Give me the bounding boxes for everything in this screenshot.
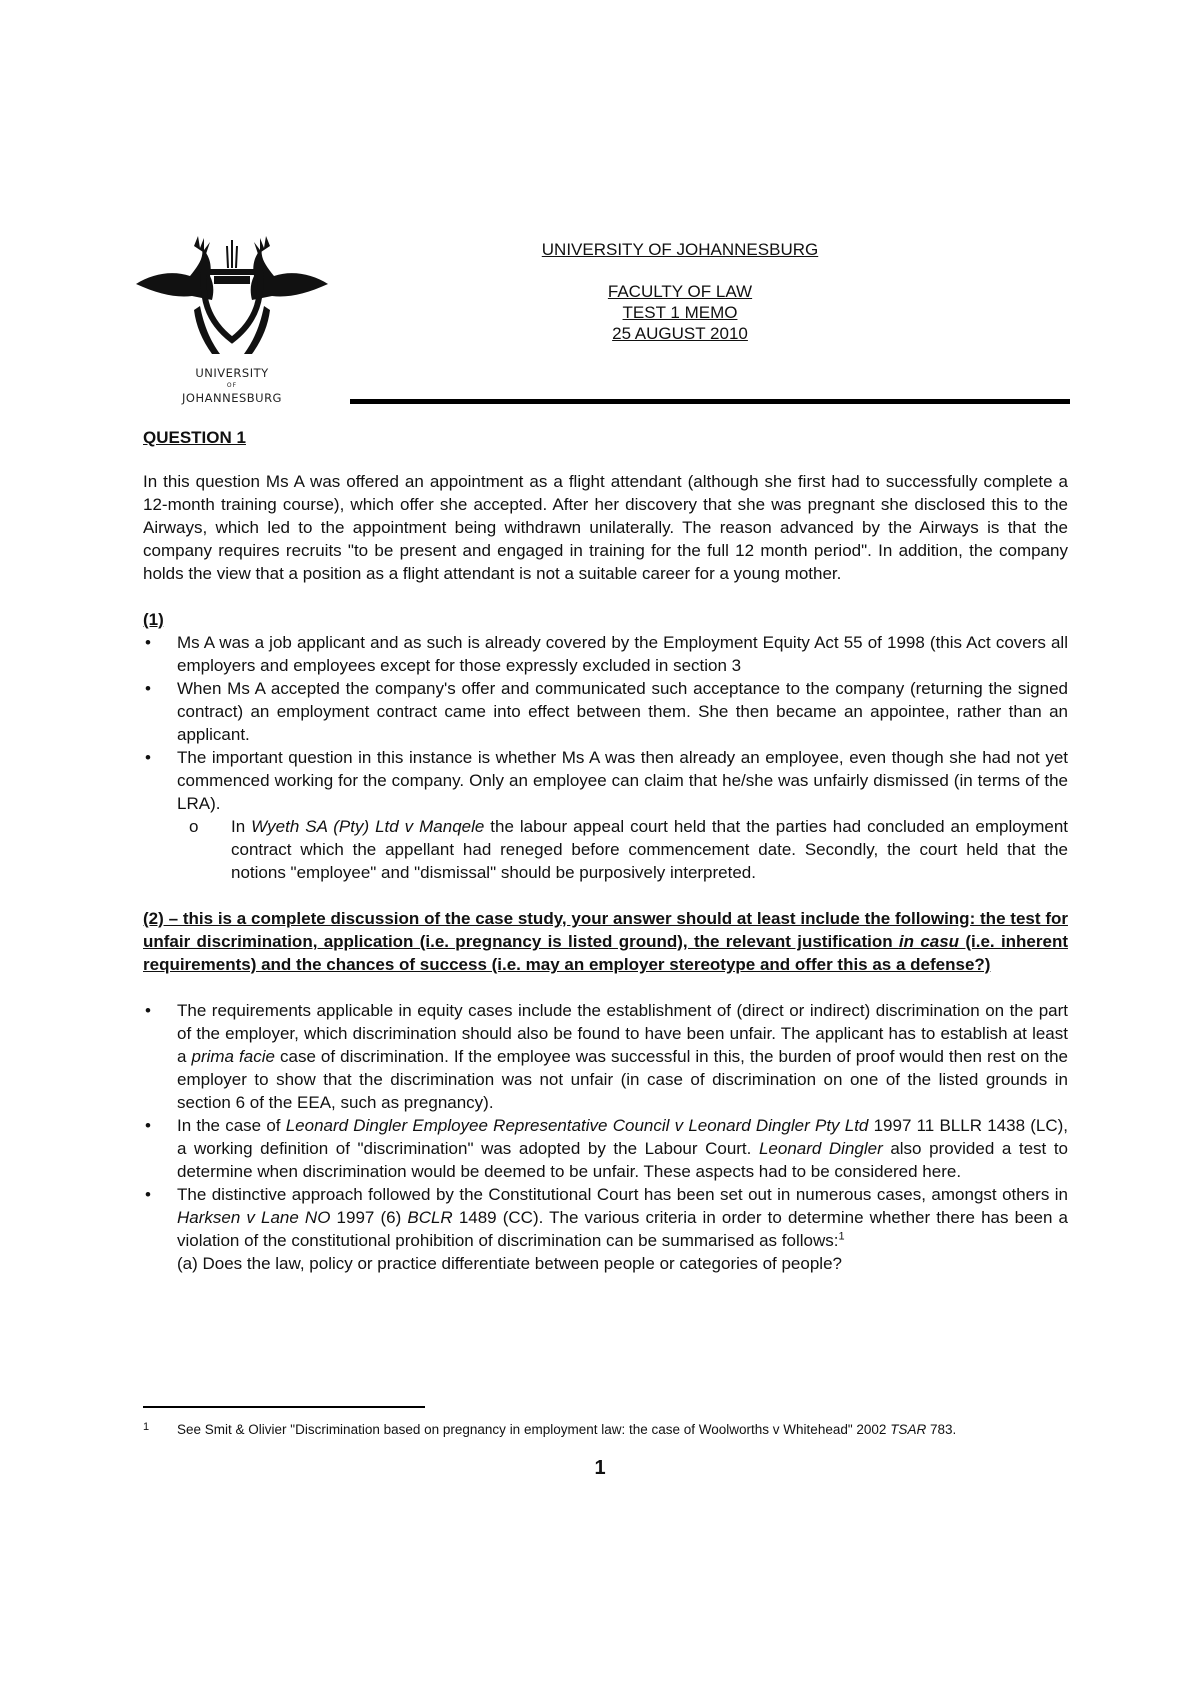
footnote-ref[interactable]: 1 bbox=[838, 1230, 845, 1243]
list-item: • In the case of Leonard Dingler Employee Representative Council v Leonard Dingler Pty Ltd 1997 11 BLLR 1438 (LC), a working definition of "discrimination" was adopted by the Labour Court. Leonard Dingler also provided a test to determine when discrimination would be deemed to be unfair. These aspects had to be considered here. bbox=[145, 1116, 1069, 1181]
list-item: • Ms A was a job applicant and as such is already covered by the Employment Equity Act 55 of 1998 (this Act covers all employers and employees except for those expressly excluded in section 3 bbox=[145, 633, 1068, 675]
header-divider bbox=[350, 399, 1070, 404]
bullet-icon: • bbox=[145, 1116, 151, 1135]
footnote-number: 1 bbox=[143, 1421, 150, 1433]
question-intro: In this question Ms A was offered an appointment as a flight attendant (although she first had to successfully complete a 12-month training course), which offer she accepted. After her discovery that she was pregnant she disclosed this to the Airways, which led to the appointment being withdrawn unilaterally. The reason advanced by the Airways is that the company requires recruits "to be present and engaged in training for the full 12 month period". In addition, the company holds the view that a position as a flight attendant is not a suitable career for a young mother. bbox=[143, 472, 1068, 583]
part1-heading: (1) bbox=[143, 610, 164, 629]
case-name: Leonard Dingler Employee Representative Council v Leonard Dingler Pty Ltd bbox=[285, 1116, 869, 1135]
list-item: o In Wyeth SA (Pty) Ltd v Manqele the labour appeal court held that the parties had concluded an employment contract which the appellant had reneged before commencement date. Secondly, the court held that the notions "employee" and "dismissal" should be purposively interpreted. bbox=[189, 817, 1068, 882]
document-body bbox=[143, 426, 1068, 1275]
page-number: 1 bbox=[594, 1457, 606, 1479]
document-header bbox=[480, 239, 880, 344]
part2-heading: (2) – this is a complete discussion of the case study, your answer should at least include the following: the test for unfair discrimination, application (i.e. pregnancy is listed ground), the relevant justification in casu (i.e. inherent requirements) and the chances of success (i.e. may an employer stereotype and offer this as a defense?) bbox=[143, 909, 1069, 974]
university-logo bbox=[132, 236, 332, 411]
question-title: QUESTION 1 bbox=[143, 428, 246, 447]
list-item: • The distinctive approach followed by the Constitutional Court has been set out in numerous cases, amongst others in Harksen v Lane NO 1997 (6) BCLR 1489 (CC). The various criteria in order to determine whether there has been a violation of the constitutional prohibition of discrimination can be summarised as follows:$^1$ (a) Does the law, policy or practice differentiate between people or categories of people? bbox=[145, 1185, 1068, 1273]
bullet-icon: • bbox=[145, 1001, 151, 1020]
case-name: Leonard Dingler bbox=[758, 1139, 883, 1158]
circle-bullet-icon: o bbox=[189, 817, 199, 836]
list-item: • When Ms A accepted the company's offer and communicated such acceptance to the company (returning the signed contract) an employment contract came into effect between them. She then became an appointee, rather than an applicant. bbox=[145, 679, 1068, 744]
university-name: UNIVERSITY OF JOHANNESBURG bbox=[541, 240, 819, 259]
part1-sublist bbox=[143, 815, 1068, 884]
test-title: TEST 1 MEMO bbox=[622, 303, 738, 322]
logo-text-university: UNIVERSITY bbox=[195, 366, 269, 380]
list-item: • The important question in this instance is whether Ms A was then already an employee, even though she had not yet commenced working for the company. Only an employee can claim that he/she was unfairly dismissed (in terms of the LRA). bbox=[145, 748, 1068, 813]
logo-text-of: OF bbox=[226, 382, 238, 389]
part2-list bbox=[143, 999, 1068, 1275]
footnote: 1 See Smit & Olivier "Discrimination based on pregnancy in employment law: the case of Woolworths v Whitehead" 2002 TSAR 783. bbox=[143, 1420, 1068, 1439]
bullet-icon: • bbox=[145, 633, 151, 652]
case-name: Wyeth SA (Pty) Ltd v Manqele bbox=[251, 817, 485, 836]
test-date: 25 AUGUST 2010 bbox=[612, 324, 748, 343]
bullet-icon: • bbox=[145, 1185, 151, 1204]
footnote-divider bbox=[143, 1406, 425, 1408]
part1-list bbox=[143, 631, 1068, 815]
logo-text-johannesburg: JOHANNESBURG bbox=[182, 391, 282, 405]
criteria-item-a: (a) Does the law, policy or practice differentiate between people or categories of people? bbox=[177, 1254, 842, 1273]
case-name: Harksen v Lane NO bbox=[177, 1208, 331, 1227]
list-item: • The requirements applicable in equity cases include the establishment of (direct or indirect) discrimination on the part of the employer, which discrimination should also be found to have been unfair. The applicant has to establish at least a prima facie case of discrimination. If the employee was successful in this, the burden of proof would then rest on the employer to show that the discrimination was not unfair (in case of discrimination on one of the listed grounds in section 6 of the EEA, such as pregnancy). bbox=[145, 1001, 1068, 1112]
bullet-icon: • bbox=[145, 679, 151, 698]
faculty-name: FACULTY OF LAW bbox=[607, 282, 753, 301]
bullet-icon: • bbox=[145, 748, 151, 767]
bird-emblem-icon bbox=[132, 236, 332, 361]
